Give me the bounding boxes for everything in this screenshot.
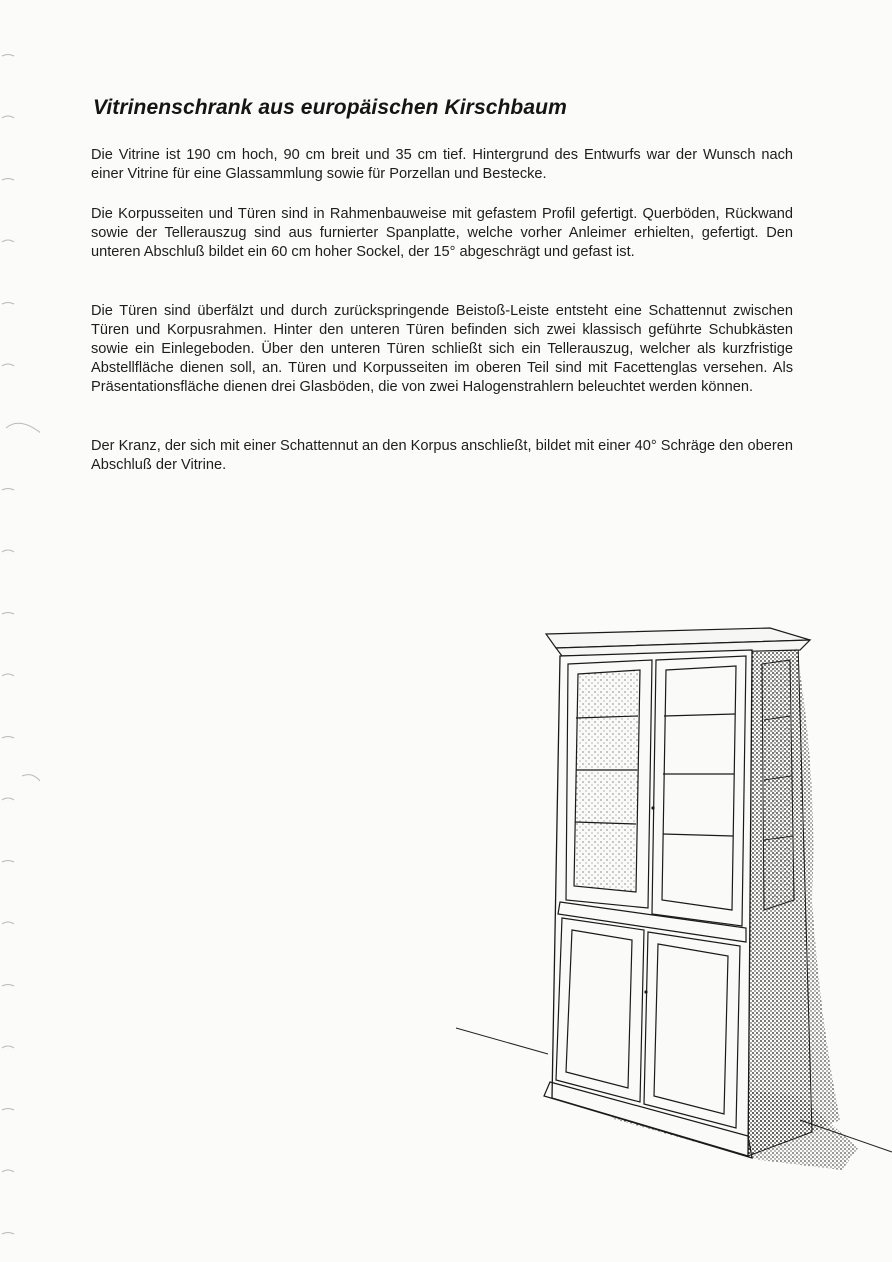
paragraph-doors: Die Türen sind überfälzt und durch zurückspringende Beistoß-Leiste entsteht eine Schattennut zwischen Türen und Korpusrahmen. Hinter den unteren Türen befinden sich zwei klassisch geführte Schubkästen sowie ein Einlegeboden. Über den unteren Türen schließt sich ein Tellerauszug, welcher als kurzfristige Abstellfläche dienen soll, an. Türen und Korpusseiten im oberen Teil sind mit Facettenglas versehen. Als Präsentationsfläche dienen drei Glasböden, die von zwei Halogenstrahlern beleuchtet werden können. [91, 303, 793, 395]
paragraph-crown: Der Kranz, der sich mit einer Schattennut an den Korpus anschließt, bildet mit einer 40° Schräge den oberen Abschluß der Vitrine. [91, 438, 793, 473]
binder-edge-marks [0, 0, 40, 1262]
paragraph-dimensions: Die Vitrine ist 190 cm hoch, 90 cm breit und 35 cm tief. Hintergrund des Entwurfs war der Wunsch nach einer Vitrine für eine Glassammlung sowie für Porzellan und Bestecke. [91, 147, 793, 182]
document-title: Vitrinenschrank aus europäischen Kirschbaum [93, 96, 567, 119]
cabinet-illustration [440, 620, 892, 1180]
paragraph-construction: Die Korpusseiten und Türen sind in Rahmenbauweise mit gefastem Profil gefertigt. Querböden, Rückwand sowie der Tellerauszug sind aus furnierter Spanplatte, welche vorher Anleimer erhielten, gefertigt. Den unteren Abschluß bildet ein 60 cm hoher Sockel, der 15° abgeschrägt und gefast ist. [91, 206, 793, 260]
